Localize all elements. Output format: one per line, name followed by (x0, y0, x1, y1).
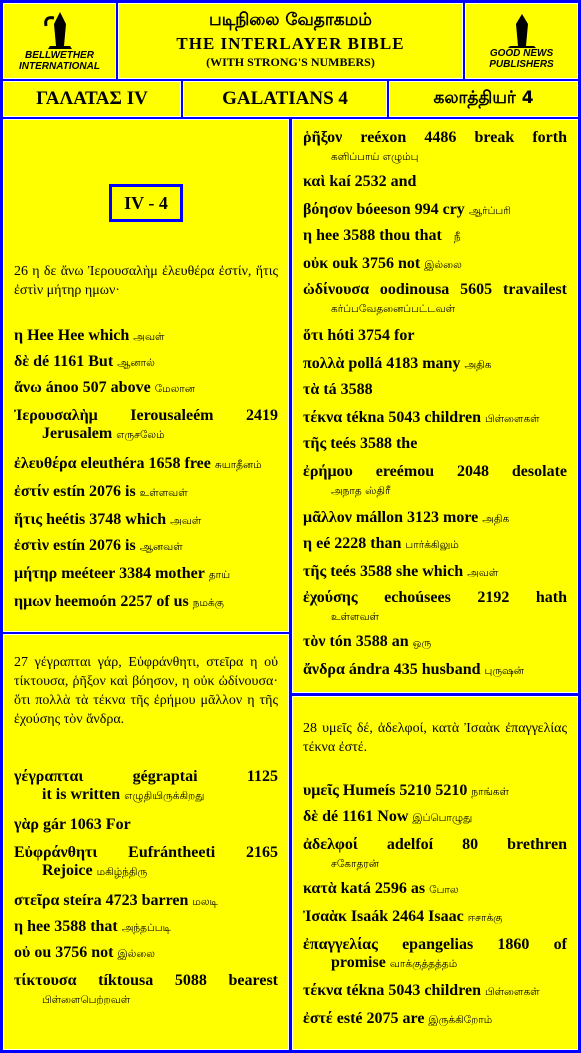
bell-ram-logo-icon (30, 10, 90, 50)
verse-26-panel (3, 119, 289, 632)
word-row: η hee 3588 that அந்தப்படி (14, 918, 171, 935)
word-row: γὰρ gár 1063 For (14, 816, 131, 833)
book-tamil: கலாத்தியர் 4 (389, 81, 578, 117)
word-row-cont: பிள்ளைபெற்றவள் (42, 994, 131, 1006)
word-row: ὅτι hóti 3754 for (303, 327, 415, 344)
word-row: τίκτουσα tíktousa 5088 bearest (14, 972, 278, 989)
word-row: δὲ dé 1161 Now இப்பொழுது (303, 808, 473, 825)
logo-right (465, 3, 578, 79)
word-row: τῆς teés 3588 she which அவள் (303, 563, 499, 580)
verse-27-panel (3, 634, 289, 1050)
word-row: ἄνω ánoo 507 above மேலான (14, 379, 195, 396)
word-row: τὸν tón 3588 an ஒரு (303, 633, 432, 650)
word-row: Ἰερουσαλὴμ Ierousaleém 2419 (14, 407, 278, 424)
word-row: μᾶλλον mállon 3123 more அதிக (303, 509, 510, 526)
word-row: ἐλευθέρα eleuthéra 1658 free சுயாதீனம் (14, 455, 262, 472)
right-words-panel (292, 119, 578, 693)
word-row: οὐ ou 3756 not இல்லை (14, 944, 156, 961)
word-row: η Hee Hee which அவள் (14, 327, 165, 344)
word-row: η hee 3588 thou that நீ (303, 227, 461, 244)
word-row: τῆς teés 3588 the (303, 435, 418, 452)
word-row: οὐκ ouk 3756 not இல்லை (303, 255, 462, 272)
word-row-cont: Jerusalem எருசலேம் (42, 425, 165, 442)
verse-28-panel (292, 696, 578, 1050)
word-row: καὶ kaí 2532 and (303, 173, 417, 190)
word-row-cont: சகோதரன் (331, 858, 379, 870)
verse-28-text: 28 υμεῖς δέ, ἀδελφοί, κατὰ Ἰσαὰκ ἐπαγγελίας τέκνα ἐστέ. (303, 721, 567, 755)
word-row: τέκνα tékna 5043 children பிள்ளைகள் (303, 982, 540, 999)
word-row: ἀδελφοί adelfoí 80 brethren (303, 836, 567, 853)
title-english: THE INTERLAYER BIBLE (176, 34, 405, 53)
word-row: υμεῖς Humeís 5210 5210 நாங்கள் (303, 782, 509, 799)
word-row: ἐστὶν estín 2076 is ஆனவள் (14, 537, 183, 554)
title-subtitle: (WITH STRONG'S NUMBERS) (206, 55, 375, 69)
chapter-label: IV - 4 (109, 184, 183, 222)
word-row: ῥῆξον reéxon 4486 break forth (303, 129, 568, 146)
verse-26-text: 26 η δε ἄνω Ἰερουσαλὴμ ἐλευθέρα ἐστίν, ἥτις ἐστὶν μήτηρ ημων· (14, 264, 278, 298)
word-row: ὠδίνουσα oodinousa 5605 travailest (303, 281, 568, 298)
word-row: κατὰ katá 2596 as போல (303, 880, 459, 897)
word-row: Ἰσαὰκ Isaák 2464 Isaac ஈசாக்கு (303, 908, 503, 925)
verse-27-text: 27 γέγραπται γάρ, Εὐφράνθητι, στεῖρα η οὐ τίκτουσα, ῥῆξον καὶ βόησον, η οὐκ ὠδίνουσα· ὅτι πολλὰ τὰ τέκνα τῆς ἐρήμου μᾶλλον η τῆς ἐχούσης τὸν ἄνδρα. (14, 655, 278, 727)
word-row: ημων heemoón 2257 of us நமக்கு (14, 593, 224, 610)
word-row: βόησον bóeeson 994 cry ஆர்ப்பரி (303, 201, 511, 218)
title-banner (118, 3, 463, 79)
publisher-logo-icon (502, 12, 542, 48)
word-row: ἄνδρα ándra 435 husband புருஷன் (303, 661, 524, 678)
title-tamil: படிநிலை வேதாகமம் (209, 10, 372, 30)
word-row: στεῖρα steíra 4723 barren மலடி (14, 892, 218, 909)
word-row: Εὐφράνθητι Eufrántheeti 2165 (14, 844, 278, 861)
logo-left (3, 3, 116, 79)
word-row: η eé 2228 than பார்க்கிலும் (303, 535, 459, 552)
word-row: ἥτις heétis 3748 which அவள் (14, 511, 202, 528)
book-english: GALATIANS 4 (183, 81, 387, 117)
book-greek: ΓΑΛΑΤΑΣ IV (3, 81, 181, 117)
word-row: τέκνα tékna 5043 children பிள்ளைகள் (303, 409, 540, 426)
word-row: ἐπαγγελίας epangelias 1860 of (303, 936, 567, 953)
word-row-cont: promise வாக்குத்தத்தம் (331, 954, 458, 971)
word-row-cont: அநாத ஸ்திரீ (331, 485, 391, 497)
word-row-cont: it is written எழுதியிருக்கிறது (42, 786, 205, 803)
word-row-cont: கர்ப்பவேதனைப்பட்டவள் (331, 303, 456, 315)
word-row-cont: உள்ளவள் (331, 611, 379, 623)
word-row: δὲ dé 1161 But ஆனால் (14, 353, 155, 370)
logo-right-text: GOOD NEWS PUBLISHERS (489, 48, 554, 70)
word-row-cont: Rejoice மகிழ்ந்திரு (42, 862, 148, 879)
word-row: πολλὰ pollá 4183 many அதிக (303, 355, 492, 372)
word-row: ἐρήμου ereémou 2048 desolate (303, 463, 568, 480)
word-row: ἐστέ esté 2075 are இருக்கிறோம் (303, 1010, 493, 1027)
word-row: γέγραπται gégraptai 1125 (14, 768, 278, 785)
logo-left-text: BELLWETHER INTERNATIONAL (19, 50, 100, 72)
word-row: τὰ tá 3588 (303, 381, 373, 398)
word-row: μήτηρ meéteer 3384 mother தாய் (14, 565, 231, 582)
word-row-cont: களிப்பாய் எழும்பு (331, 151, 419, 163)
word-row: ἐχούσης echoúsees 2192 hath (303, 589, 568, 606)
word-row: ἐστίν estín 2076 is உள்ளவள் (14, 483, 188, 500)
